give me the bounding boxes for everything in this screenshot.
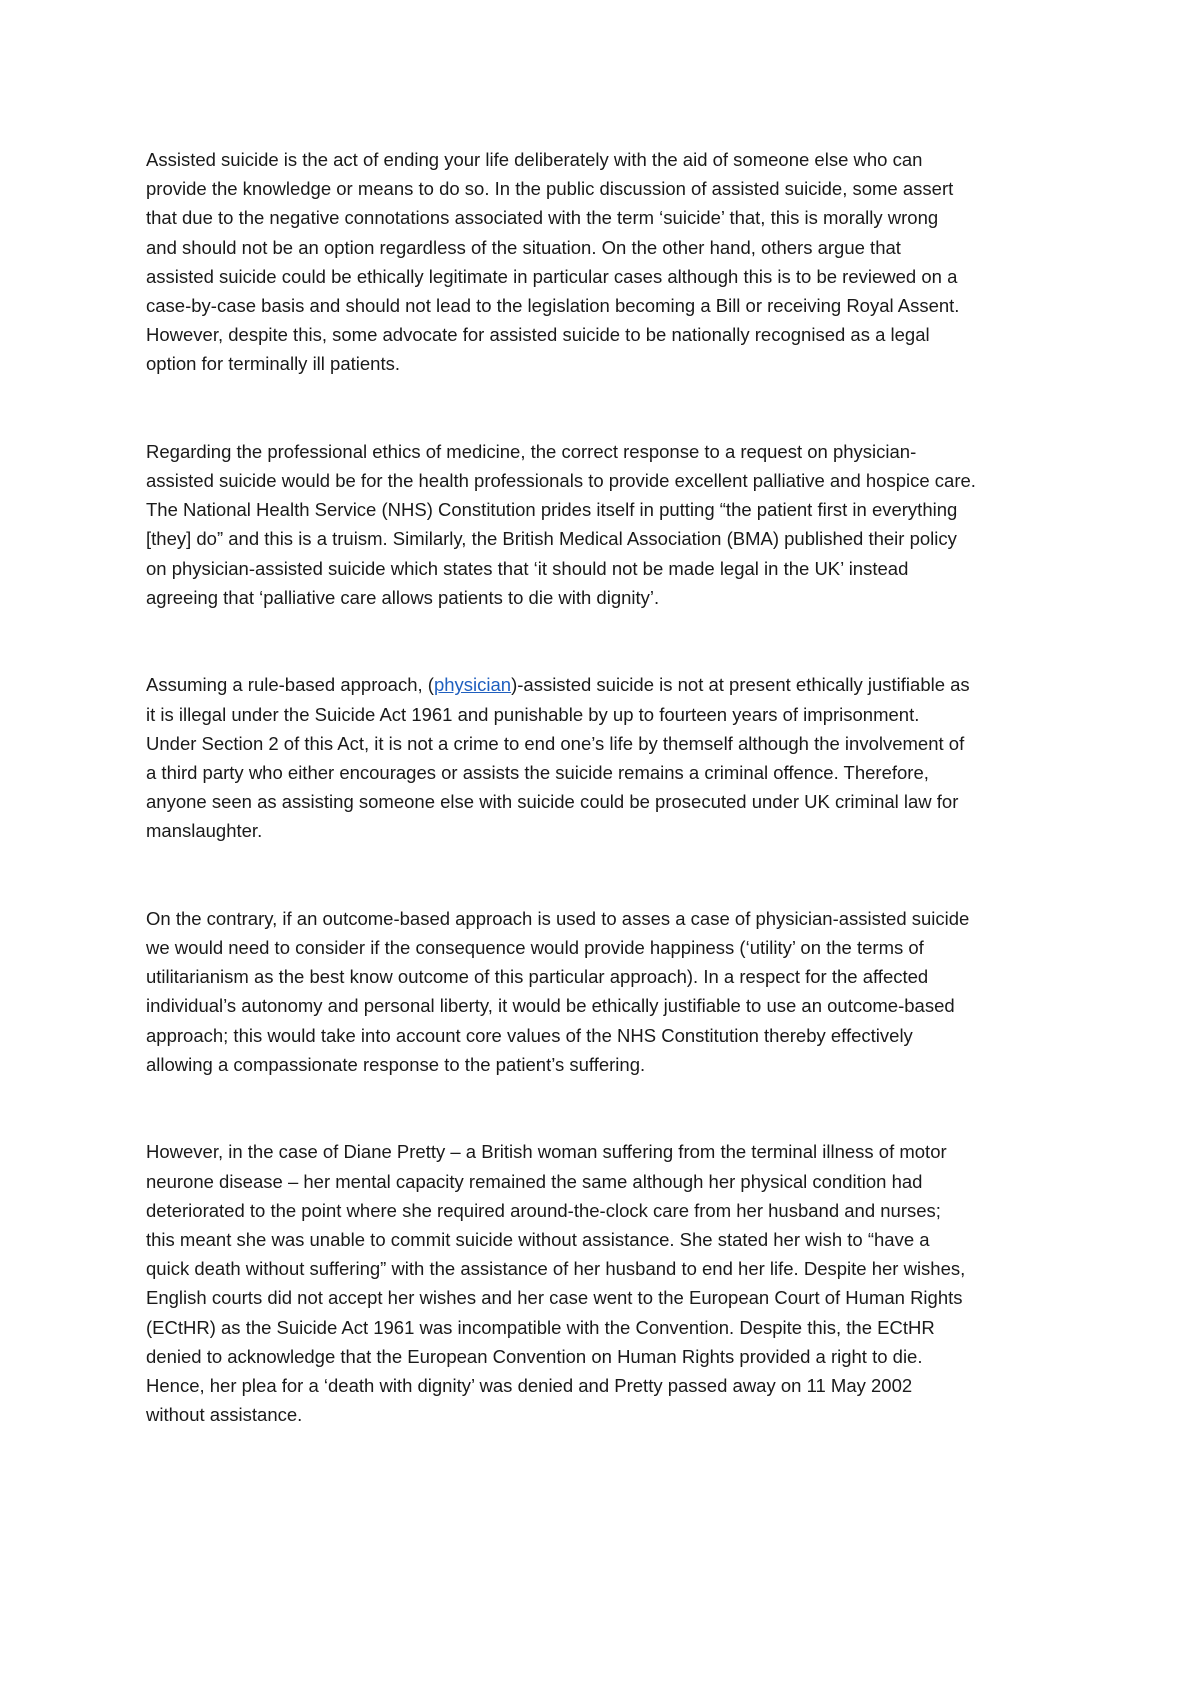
- physician-link[interactable]: physician: [433, 674, 512, 696]
- paragraph-line: option for terminally ill patients.: [146, 353, 400, 375]
- paragraph-line: this meant she was unable to commit suicide without assistance. She stated her wish to “have a: [146, 1229, 930, 1250]
- paragraph-line: assisted suicide would be for the health professionals to provide excellent palliative and hospice care.: [146, 470, 976, 492]
- paragraph-line: case-by-case basis and should not lead to the legislation becoming a Bill or receiving Royal Assent.: [146, 294, 960, 316]
- paragraph-line: a third party who either encourages or assists the suicide remains a criminal offence. Therefore,: [146, 761, 929, 783]
- paragraph-line: and should not be an option regardless of the situation. On the other hand, others argue that: [146, 236, 901, 258]
- paragraph-line: Under Section 2 of this Act, it is not a crime to end one’s life by themself although the involvement of: [146, 732, 965, 754]
- line-text-after-link: )-assisted suicide is not at present ethically justifiable as: [511, 674, 970, 696]
- paragraph-line: deteriorated to the point where she required around-the-clock care from her husband and nurses;: [146, 1199, 941, 1221]
- paragraph-line: anyone seen as assisting someone else with suicide could be prosecuted under UK criminal law for: [146, 791, 959, 813]
- paragraph-line: provide the knowledge or means to do so. In the public discussion of assisted suicide, some assert: [146, 178, 954, 200]
- paragraph-line: quick death without suffering” with the assistance of her husband to end her life. Despite her wishes,: [146, 1258, 966, 1280]
- paragraph-line: manslaughter.: [146, 820, 263, 842]
- paragraph-line: [they] do” and this is a truism. Similarly, the British Medical Association (BMA) published their policy: [146, 528, 957, 550]
- paragraph-5: [146, 1137, 1066, 1429]
- paragraph-line: However, despite this, some advocate for assisted suicide to be nationally recognised as a legal: [146, 324, 930, 346]
- paragraph-line: allowing a compassionate response to the patient’s suffering.: [146, 1053, 646, 1075]
- paragraph-line: utilitarianism as the best know outcome of this particular approach). In a respect for the affected: [146, 966, 929, 988]
- paragraph-4: [146, 904, 1066, 1079]
- paragraph-line: However, in the case of Diane Pretty – a British woman suffering from the terminal illness of motor: [146, 1141, 947, 1163]
- line-text-before-link: Assuming a rule-based approach, (: [146, 674, 434, 696]
- paragraph-line: without assistance.: [146, 1404, 303, 1426]
- paragraph-line: agreeing that ‘palliative care allows patients to die with dignity’.: [146, 586, 660, 608]
- paragraph-2: [146, 437, 1066, 612]
- paragraph-line: (ECtHR) as the Suicide Act 1961 was incompatible with the Convention. Despite this, the ECtHR: [146, 1316, 935, 1338]
- paragraph-line: approach; this would take into account core values of the NHS Constitution thereby effectively: [146, 1024, 913, 1046]
- paragraph-line: Hence, her plea for a ‘death with dignity’ was denied and Pretty passed away on 11 May 2002: [146, 1374, 913, 1396]
- paragraph-line: Assisted suicide is the act of ending your life deliberately with the aid of someone else who can: [146, 149, 923, 170]
- paragraph-3: [146, 670, 1066, 845]
- paragraph-1: [146, 145, 1066, 379]
- paragraph-line: assisted suicide could be ethically legitimate in particular cases although this is to be reviewed on a: [146, 265, 958, 287]
- paragraph-line: that due to the negative connotations associated with the term ‘suicide’ that, this is morally wrong: [146, 207, 939, 229]
- paragraph-line: denied to acknowledge that the European Convention on Human Rights provided a right to die.: [146, 1345, 923, 1367]
- paragraph-line: it is illegal under the Suicide Act 1961 and punishable by up to fourteen years of imprisonment.: [146, 703, 920, 725]
- paragraph-line: neurone disease – her mental capacity remained the same although her physical condition had: [146, 1170, 923, 1192]
- paragraph-line: we would need to consider if the consequence would provide happiness (‘utility’ on the terms of: [146, 937, 924, 959]
- paragraph-line: English courts did not accept her wishes and her case went to the European Court of Human Rights: [146, 1287, 963, 1309]
- paragraph-line: Regarding the professional ethics of medicine, the correct response to a request on physician-: [146, 440, 917, 462]
- paragraph-line: The National Health Service (NHS) Constitution prides itself in putting “the patient first in everything: [146, 499, 958, 521]
- paragraph-line: On the contrary, if an outcome-based approach is used to asses a case of physician-assisted suicide: [146, 907, 970, 929]
- paragraph-line: individual’s autonomy and personal liberty, it would be ethically justifiable to use an outcome-based: [146, 995, 955, 1017]
- paragraph-line: [146, 670, 1066, 699]
- document-body: [146, 145, 1066, 1429]
- paragraph-line: on physician-assisted suicide which states that ‘it should not be made legal in the UK’ instead: [146, 557, 909, 579]
